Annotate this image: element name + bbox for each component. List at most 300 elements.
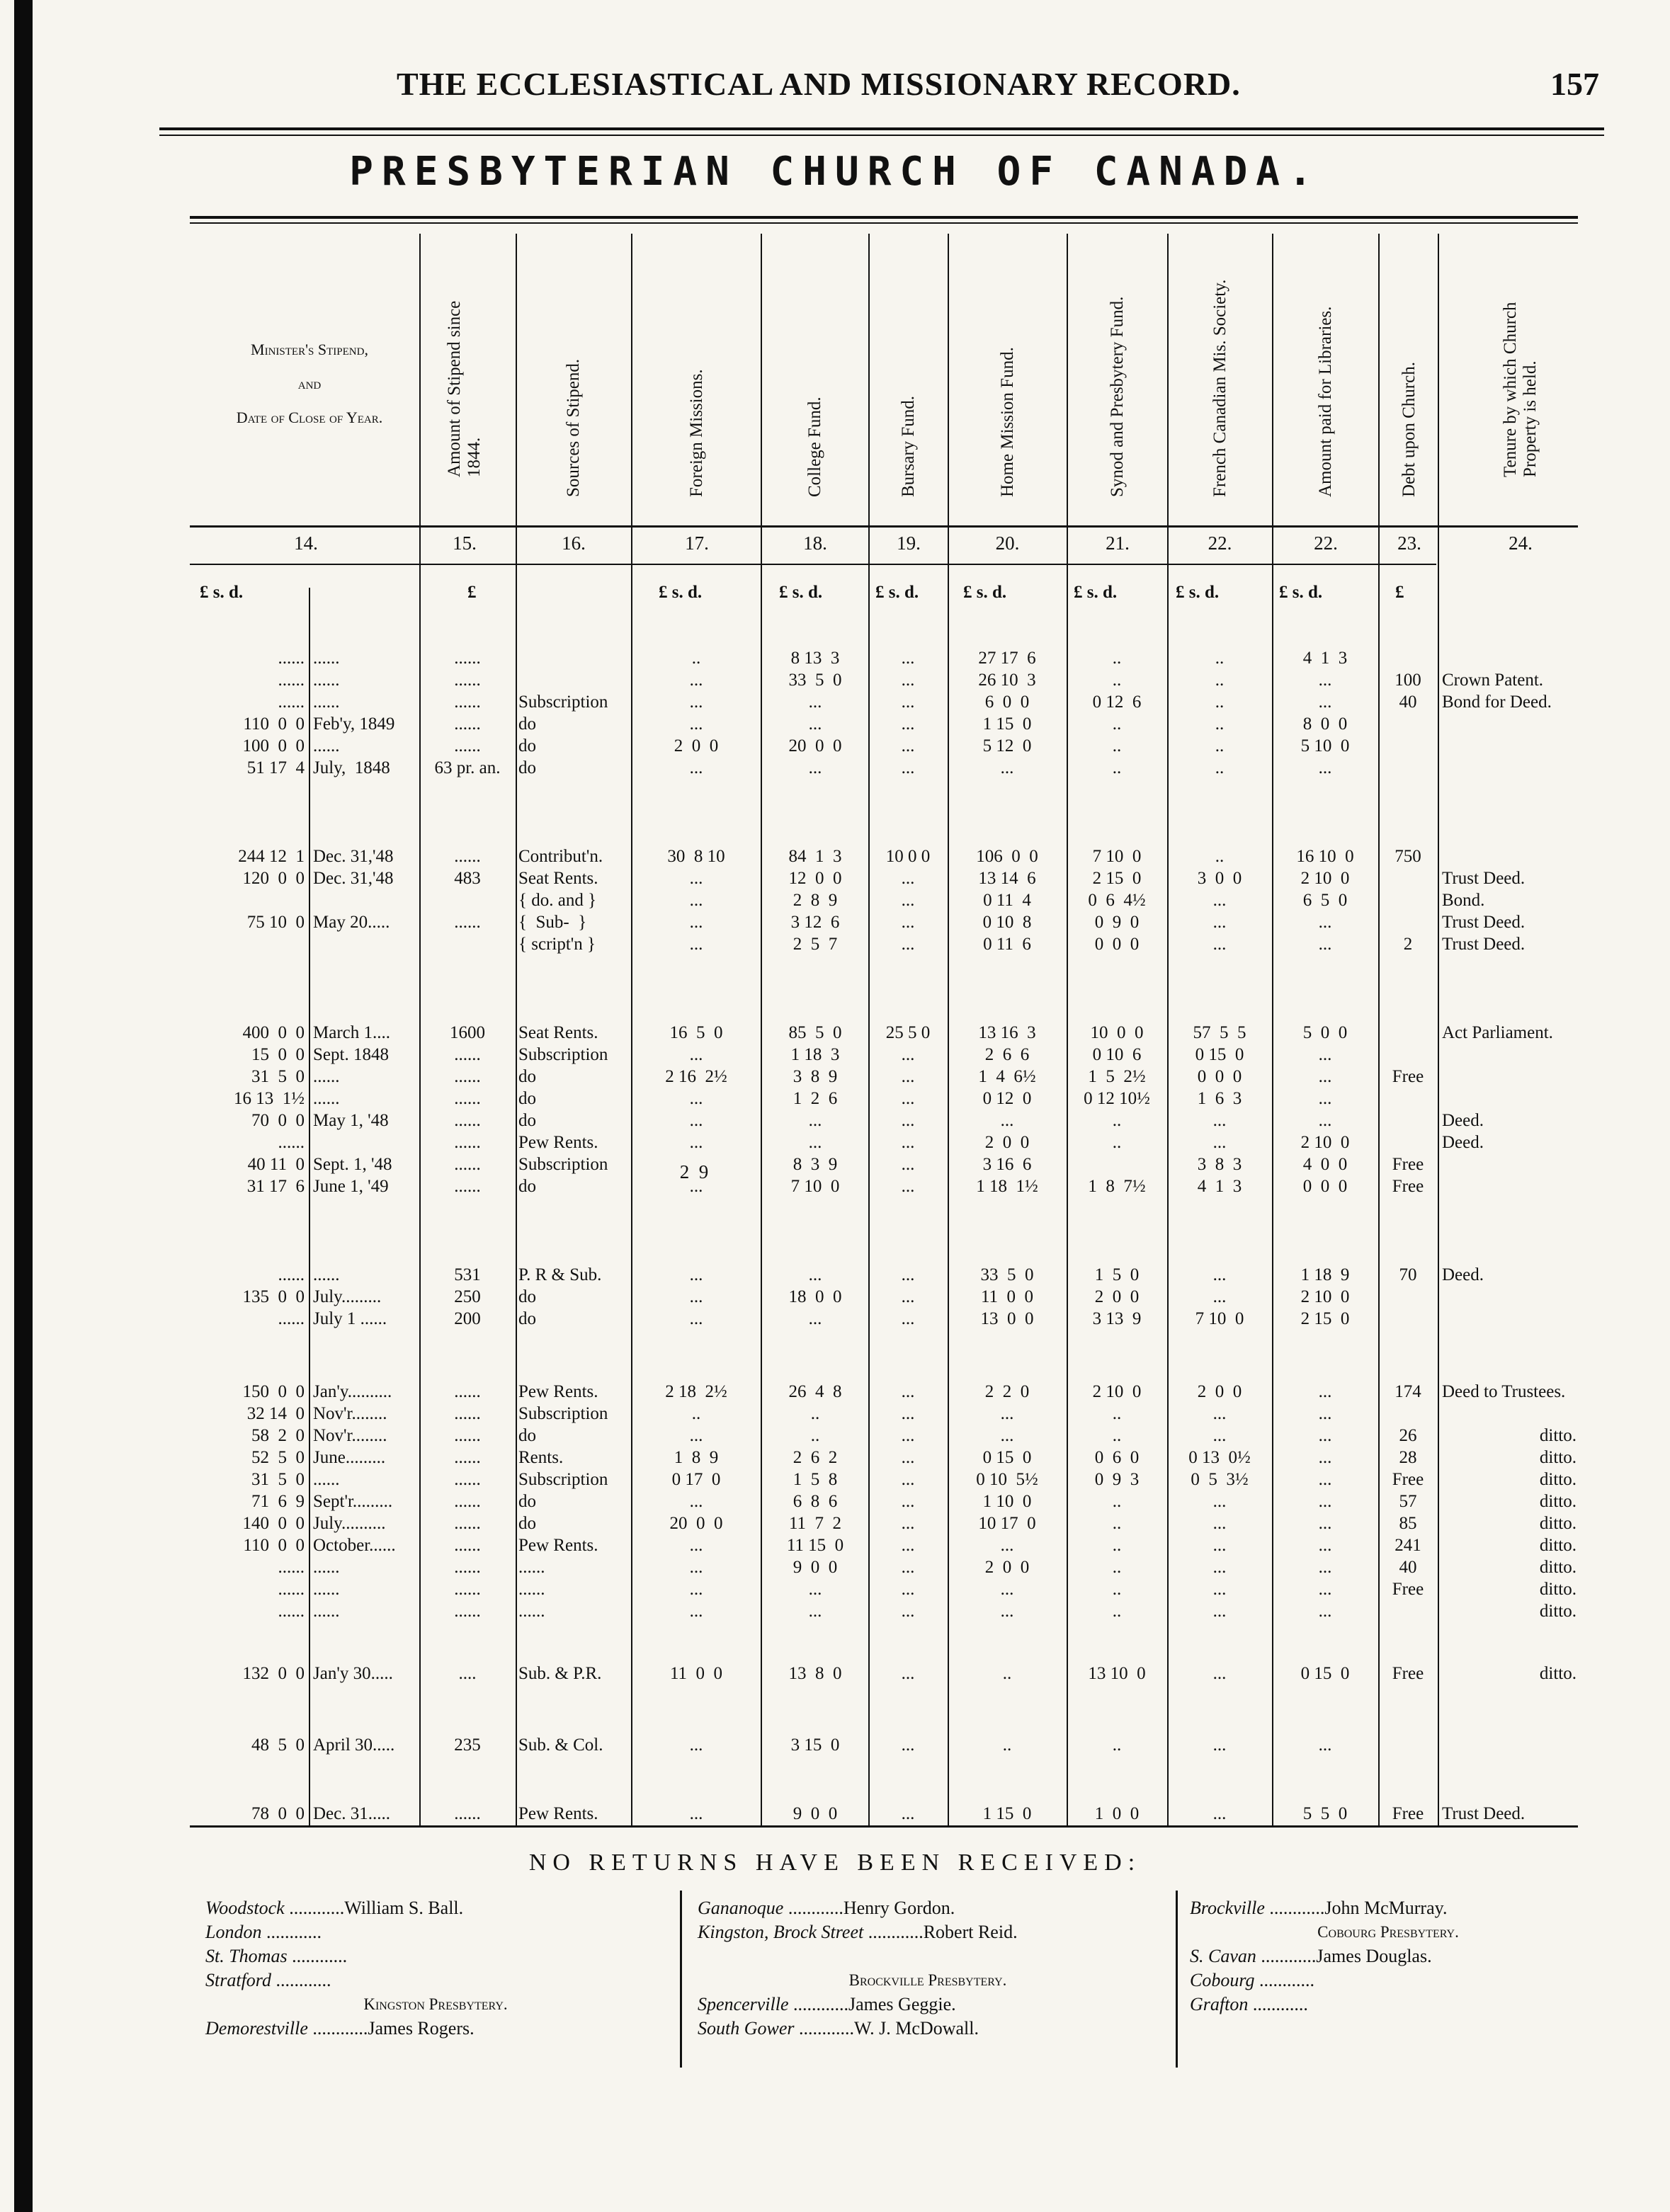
date-cell: April 30..... — [313, 1735, 395, 1755]
libraries-cell: ... — [1318, 692, 1332, 712]
home-mission-cell: 11 0 0 — [980, 1287, 1034, 1306]
date-cell: ...... — [313, 671, 340, 690]
date-cell: Jan'y 30..... — [313, 1664, 393, 1683]
libraries-cell: 4 1 3 — [1302, 649, 1348, 668]
table-row — [0, 1308, 1670, 1330]
tenure-cell: Deed. — [1442, 1111, 1484, 1130]
unit-c23: £ — [1395, 583, 1404, 602]
stipend-cell: 244 12 1 — [238, 847, 305, 866]
stipend-cell: 135 0 0 — [242, 1287, 305, 1306]
stipend-since-1844-cell: ...... — [454, 1492, 481, 1511]
french-canadian-cell: 3 8 3 — [1197, 1155, 1242, 1174]
bursary-fund-cell: ... — [901, 1580, 915, 1599]
bursary-fund-cell: ... — [901, 1804, 915, 1823]
french-canadian-cell: 0 13 0½ — [1188, 1448, 1251, 1467]
table-row — [0, 735, 1670, 757]
colnum-21: 21. — [1106, 532, 1130, 554]
stipend-since-1844-cell: ...... — [454, 1426, 481, 1445]
stipend-since-1844-cell: 250 — [454, 1287, 481, 1306]
stipend-cell: 132 0 0 — [242, 1664, 305, 1683]
stipend-cell: 150 0 0 — [242, 1382, 305, 1401]
stipend-cell: ...... — [278, 1309, 305, 1328]
home-mission-cell: 106 0 0 — [976, 847, 1038, 866]
date-cell: October...... — [313, 1536, 396, 1555]
tenure-cell: ditto. — [1539, 1448, 1577, 1467]
french-canadian-cell: 57 5 5 — [1193, 1023, 1246, 1042]
tenure-cell: ditto. — [1539, 1580, 1577, 1599]
home-mission-cell: 1 18 1½ — [976, 1177, 1038, 1196]
table-bottom-rule — [190, 1825, 1578, 1828]
table-row — [0, 911, 1670, 933]
french-canadian-cell: 0 15 0 — [1195, 1045, 1244, 1064]
stipend-cell: 48 5 0 — [251, 1735, 305, 1755]
french-canadian-cell: ... — [1212, 1558, 1227, 1577]
minister-name: James Geggie. — [848, 1994, 956, 2014]
bursary-fund-cell: ... — [901, 1382, 915, 1401]
table-row — [0, 1663, 1670, 1684]
libraries-cell: 2 10 0 — [1300, 1133, 1350, 1152]
colnum-18: 18. — [803, 532, 827, 554]
foreign-missions-cell: 30 8 10 — [667, 847, 725, 866]
libraries-cell: 2 10 0 — [1300, 1287, 1350, 1306]
source-cell: { Sub- } — [518, 913, 587, 932]
unit-c17: £ s. d. — [659, 583, 703, 602]
college-fund-cell: 20 0 0 — [788, 736, 842, 756]
no-return-entry — [205, 1968, 666, 1992]
stipend-cell: 31 17 6 — [246, 1177, 305, 1196]
unit-c18: £ s. d. — [779, 583, 823, 602]
debt-cell: Free — [1392, 1664, 1424, 1683]
no-return-entry — [1190, 1944, 1586, 1968]
libraries-cell: ... — [1318, 1470, 1332, 1489]
synod-presbytery-cell: 2 15 0 — [1092, 869, 1142, 888]
source-cell: do — [518, 1287, 536, 1306]
home-mission-cell: 33 5 0 — [980, 1265, 1034, 1284]
bursary-fund-cell: ... — [901, 1045, 915, 1064]
french-canadian-cell: ... — [1212, 913, 1227, 932]
debt-cell: Free — [1392, 1470, 1424, 1489]
synod-presbytery-cell: 0 6 4½ — [1088, 891, 1146, 910]
synod-presbytery-cell: 0 9 3 — [1094, 1470, 1140, 1489]
libraries-cell: ... — [1318, 1602, 1332, 1621]
table-row — [0, 1131, 1670, 1153]
table-row — [0, 1600, 1670, 1622]
home-mission-cell: 0 10 8 — [982, 913, 1032, 932]
libraries-cell: ... — [1318, 1492, 1332, 1511]
bursary-fund-cell: ... — [901, 714, 915, 734]
table-row — [0, 1153, 1670, 1175]
college-fund-cell: 6 8 6 — [793, 1492, 838, 1511]
debt-cell: 100 — [1394, 671, 1421, 690]
libraries-cell: ... — [1318, 1580, 1332, 1599]
french-canadian-cell: ... — [1212, 1514, 1227, 1533]
home-mission-cell: 6 0 0 — [984, 692, 1030, 712]
synod-presbytery-cell: .. — [1112, 671, 1122, 690]
bursary-fund-cell: ... — [901, 1177, 915, 1196]
stipend-cell: 31 5 0 — [251, 1470, 305, 1489]
header-synod-presbytery-fund — [1068, 244, 1167, 524]
bursary-fund-cell: ... — [901, 891, 915, 910]
synod-presbytery-cell: 1 5 0 — [1094, 1265, 1140, 1284]
bursary-fund-cell: ... — [901, 1448, 915, 1467]
libraries-cell: ... — [1318, 913, 1332, 932]
stipend-since-1844-cell: ...... — [454, 649, 481, 668]
libraries-cell: ... — [1318, 1514, 1332, 1533]
libraries-cell: ... — [1318, 1536, 1332, 1555]
unit-c22b: £ s. d. — [1279, 583, 1323, 602]
synod-presbytery-cell: 0 0 0 — [1094, 935, 1140, 954]
synod-presbytery-cell: 1 5 2½ — [1088, 1067, 1146, 1086]
date-cell: ...... — [313, 1089, 340, 1108]
college-fund-cell: 8 3 9 — [793, 1155, 838, 1174]
bursary-fund-cell: 25 5 0 — [885, 1023, 931, 1042]
debt-cell: 57 — [1399, 1492, 1417, 1511]
date-cell: Nov'r........ — [313, 1404, 387, 1423]
spacer — [698, 1944, 1158, 1968]
source-cell: do — [518, 1492, 536, 1511]
home-mission-cell: .. — [1002, 1664, 1012, 1683]
table-row — [0, 1490, 1670, 1512]
college-fund-cell: ... — [808, 1133, 822, 1152]
unit-stipend: £ s. d. — [200, 583, 244, 602]
foreign-missions-cell: ... — [689, 1177, 703, 1196]
libraries-cell: ... — [1318, 758, 1332, 777]
source-cell: { script'n } — [518, 935, 596, 954]
source-cell: ...... — [518, 1602, 545, 1621]
college-fund-cell: ... — [808, 692, 822, 712]
debt-cell: 85 — [1399, 1514, 1417, 1533]
synod-presbytery-cell: .. — [1112, 1514, 1122, 1533]
bursary-fund-cell: ... — [901, 1287, 915, 1306]
college-fund-cell: 3 8 9 — [793, 1067, 838, 1086]
home-mission-cell: 0 15 0 — [982, 1448, 1032, 1467]
source-cell: do — [518, 1089, 536, 1108]
source-cell: Sub. & Col. — [518, 1735, 603, 1755]
home-mission-cell: ... — [1000, 1404, 1014, 1423]
header-tenure — [1439, 244, 1602, 524]
libraries-cell: 6 5 0 — [1302, 891, 1348, 910]
bursary-fund-cell: ... — [901, 736, 915, 756]
header-c20-text: Home Mission Fund. — [997, 347, 1017, 497]
french-canadian-cell: .. — [1215, 847, 1225, 866]
french-canadian-cell: .. — [1215, 736, 1225, 756]
table-row — [0, 867, 1670, 889]
french-canadian-cell: 3 0 0 — [1197, 869, 1242, 888]
college-fund-cell: 1 2 6 — [793, 1089, 838, 1108]
synod-presbytery-cell: 13 10 0 — [1088, 1664, 1146, 1683]
tenure-cell: ditto. — [1539, 1664, 1577, 1683]
french-canadian-cell: .. — [1215, 692, 1225, 712]
header-c18-text: College Fund. — [805, 397, 824, 497]
source-cell: Subscription — [518, 1045, 608, 1064]
leader-dots: ............ — [794, 2018, 854, 2039]
table-row — [0, 1264, 1670, 1286]
stipend-cell: 15 0 0 — [251, 1045, 305, 1064]
libraries-cell: 8 0 0 — [1302, 714, 1348, 734]
foreign-missions-cell: 0 17 0 — [671, 1470, 721, 1489]
home-mission-cell: 2 0 0 — [984, 1133, 1030, 1152]
colnum-22a: 22. — [1208, 532, 1232, 554]
libraries-cell: ... — [1318, 1382, 1332, 1401]
college-fund-cell: .. — [810, 1426, 820, 1445]
debt-cell: 40 — [1399, 1558, 1417, 1577]
source-cell: Seat Rents. — [518, 869, 598, 888]
table-title: PRESBYTERIAN CHURCH OF CANADA. — [349, 149, 1321, 195]
bursary-fund-cell: ... — [901, 692, 915, 712]
college-fund-cell: 1 18 3 — [790, 1045, 840, 1064]
source-cell: do — [518, 1067, 536, 1086]
foreign-missions-cell: ... — [689, 1602, 703, 1621]
bursary-fund-cell: ... — [901, 1514, 915, 1533]
stipend-since-1844-cell: ...... — [454, 1089, 481, 1108]
home-mission-cell: 1 15 0 — [982, 1804, 1032, 1823]
synod-presbytery-cell: 0 9 0 — [1094, 913, 1140, 932]
foreign-missions-cell: 2 16 2½ — [665, 1067, 727, 1086]
table-row — [0, 1403, 1670, 1425]
place-name: Brockville — [1190, 1898, 1265, 1918]
tenure-cell: ditto. — [1539, 1470, 1577, 1489]
libraries-cell: ... — [1318, 1558, 1332, 1577]
foreign-missions-cell: 2 0 0 — [674, 736, 719, 756]
source-cell: Rents. — [518, 1448, 564, 1467]
source-cell: Seat Rents. — [518, 1023, 598, 1042]
home-mission-cell: 1 4 6½ — [978, 1067, 1036, 1086]
synod-presbytery-cell: 1 8 7½ — [1088, 1177, 1146, 1196]
french-canadian-cell: 7 10 0 — [1195, 1309, 1244, 1328]
stipend-cell: 78 0 0 — [251, 1804, 305, 1823]
header-c16-text: Sources of Stipend. — [564, 358, 583, 497]
bursary-fund-cell: ... — [901, 1155, 915, 1174]
bursary-fund-cell: 10 0 0 — [885, 847, 931, 866]
synod-presbytery-cell: 2 10 0 — [1092, 1382, 1142, 1401]
table-row — [0, 1534, 1670, 1556]
tenure-cell: ditto. — [1539, 1602, 1577, 1621]
source-cell: do — [518, 1514, 536, 1533]
french-canadian-cell: 4 1 3 — [1197, 1177, 1242, 1196]
header-c19-text: Bursary Fund. — [899, 395, 918, 497]
header-libraries — [1273, 244, 1378, 524]
colnum-14: 14. — [294, 532, 318, 554]
place-name: St. Thomas — [205, 1946, 288, 1966]
header-c22a-text: French Canadian Mis. Society. — [1210, 279, 1229, 497]
synod-presbytery-cell: .. — [1112, 1111, 1122, 1130]
foreign-missions-cell: ... — [689, 1536, 703, 1555]
college-fund-cell: 11 15 0 — [786, 1536, 844, 1555]
unit-c15: £ — [467, 583, 477, 602]
leader-dots: ............ — [287, 1946, 348, 1966]
debt-cell: Free — [1392, 1067, 1424, 1086]
synod-presbytery-cell: .. — [1112, 1492, 1122, 1511]
stipend-cell: 70 0 0 — [251, 1111, 305, 1130]
debt-cell: 2 — [1403, 935, 1413, 954]
foreign-missions-cell: ... — [689, 671, 703, 690]
source-cell: do — [518, 714, 536, 734]
stipend-since-1844-cell: ...... — [454, 1602, 481, 1621]
bursary-fund-cell: ... — [901, 913, 915, 932]
foreign-missions-cell: ... — [689, 1804, 703, 1823]
stipend-cell: 58 2 0 — [251, 1426, 305, 1445]
libraries-cell: ... — [1318, 1404, 1332, 1423]
bursary-fund-cell: ... — [901, 1492, 915, 1511]
foreign-missions-cell: ... — [689, 714, 703, 734]
unit-c21: £ s. d. — [1074, 583, 1118, 602]
stipend-since-1844-cell: ...... — [454, 1177, 481, 1196]
french-canadian-cell: ... — [1212, 1580, 1227, 1599]
home-mission-cell: ... — [1000, 1602, 1014, 1621]
header-home-mission-fund — [949, 244, 1066, 524]
stipend-since-1844-cell: ...... — [454, 671, 481, 690]
tenure-cell: Deed to Trustees. — [1442, 1382, 1566, 1401]
libraries-cell: ... — [1318, 1067, 1332, 1086]
header-amount-of-stipend — [419, 244, 510, 524]
colnum-20: 20. — [995, 532, 1020, 554]
tenure-cell: Trust Deed. — [1442, 935, 1526, 954]
table-row — [0, 1110, 1670, 1131]
foreign-missions-cell: 2 18 2½ — [665, 1382, 727, 1401]
college-fund-cell: 3 15 0 — [790, 1735, 840, 1755]
stipend-cell: 120 0 0 — [242, 869, 305, 888]
bursary-fund-cell: ... — [901, 935, 915, 954]
debt-cell: 70 — [1399, 1265, 1417, 1284]
place-name: Grafton — [1190, 1994, 1249, 2014]
stipend-since-1844-cell: ...... — [454, 1045, 481, 1064]
date-cell: June......... — [313, 1448, 386, 1467]
stipend-since-1844-cell: 200 — [454, 1309, 481, 1328]
date-cell: ...... — [313, 1602, 340, 1621]
stipend-since-1844-cell: ...... — [454, 692, 481, 712]
synod-presbytery-cell: 0 10 6 — [1092, 1045, 1142, 1064]
french-canadian-cell: .. — [1215, 714, 1225, 734]
libraries-cell: ... — [1318, 1089, 1332, 1108]
college-fund-cell: ... — [808, 1602, 822, 1621]
debt-cell: 28 — [1399, 1448, 1417, 1467]
libraries-cell: 16 10 0 — [1296, 847, 1354, 866]
college-fund-cell: 26 4 8 — [788, 1382, 842, 1401]
libraries-cell: 5 5 0 — [1302, 1804, 1348, 1823]
tenure-cell: Deed. — [1442, 1265, 1484, 1284]
french-canadian-cell: ... — [1212, 935, 1227, 954]
date-cell: ...... — [313, 736, 340, 756]
college-fund-cell: 13 8 0 — [788, 1664, 842, 1683]
stipend-cell: ...... — [278, 1133, 305, 1152]
source-cell: Pew Rents. — [518, 1133, 598, 1152]
foreign-missions-cell: ... — [689, 869, 703, 888]
home-mission-cell: ... — [1000, 758, 1014, 777]
header-rule — [159, 127, 1604, 130]
college-fund-cell: ... — [808, 1309, 822, 1328]
foreign-missions-cell: ... — [689, 1287, 703, 1306]
stipend-since-1844-cell: .... — [458, 1664, 477, 1683]
college-fund-cell: 8 13 3 — [790, 649, 840, 668]
stipend-since-1844-cell: ...... — [454, 1155, 481, 1174]
synod-presbytery-cell: 0 6 0 — [1094, 1448, 1140, 1467]
stipend-cell: 40 11 0 — [247, 1155, 305, 1174]
no-returns-col-3 — [1190, 1896, 1586, 2017]
tenure-cell: ditto. — [1539, 1492, 1577, 1511]
no-returns-col-1 — [205, 1896, 666, 2041]
table-row — [0, 1512, 1670, 1534]
foreign-missions-cell: 16 5 0 — [669, 1023, 723, 1042]
french-canadian-cell: ... — [1212, 1492, 1227, 1511]
french-canadian-cell: ... — [1212, 891, 1227, 910]
header-foreign-missions — [632, 244, 761, 524]
college-fund-cell: 3 12 6 — [790, 913, 840, 932]
college-fund-cell: 9 0 0 — [793, 1558, 838, 1577]
place-name: South Gower — [698, 2018, 795, 2039]
bursary-fund-cell: ... — [901, 1470, 915, 1489]
table-row — [0, 845, 1670, 867]
date-cell: Feb'y, 1849 — [313, 714, 395, 734]
stipend-cell: 75 10 0 — [246, 913, 305, 932]
synod-presbytery-cell: .. — [1112, 1426, 1122, 1445]
foreign-missions-cell: ... — [689, 1133, 703, 1152]
home-mission-cell: ... — [1000, 1536, 1014, 1555]
place-name: London — [205, 1922, 262, 1942]
unit-c22a: £ s. d. — [1176, 583, 1220, 602]
minister-name: Robert Reid. — [923, 1922, 1018, 1942]
home-mission-cell: 13 0 0 — [980, 1309, 1034, 1328]
table-row — [0, 713, 1670, 735]
tenure-cell: Trust Deed. — [1442, 869, 1526, 888]
synod-presbytery-cell: .. — [1112, 1558, 1122, 1577]
libraries-cell: 5 10 0 — [1300, 736, 1350, 756]
home-mission-cell: 2 0 0 — [984, 1558, 1030, 1577]
header-debt-upon-church — [1381, 244, 1438, 524]
home-mission-cell: 0 11 6 — [983, 935, 1031, 954]
no-return-entry — [205, 1944, 666, 1968]
home-mission-cell: 1 10 0 — [982, 1492, 1032, 1511]
home-mission-cell: .. — [1002, 1735, 1012, 1755]
source-cell: do — [518, 1177, 536, 1196]
colnum-17: 17. — [685, 532, 709, 554]
no-return-entry — [1190, 1968, 1586, 1992]
college-fund-cell: 33 5 0 — [788, 671, 842, 690]
bursary-fund-cell: ... — [901, 1426, 915, 1445]
home-mission-cell: 0 12 0 — [982, 1089, 1032, 1108]
synod-presbytery-cell: .. — [1112, 1735, 1122, 1755]
synod-presbytery-cell: .. — [1112, 1602, 1122, 1621]
source-cell: do — [518, 758, 536, 777]
bursary-fund-cell: ... — [901, 1133, 915, 1152]
stipend-cell: ...... — [278, 671, 305, 690]
leader-dots: ............ — [1256, 1946, 1317, 1966]
header-stipend-line2: and — [297, 375, 322, 392]
college-fund-cell: 18 0 0 — [788, 1287, 842, 1306]
date-cell: ...... — [313, 1470, 340, 1489]
foreign-missions-cell: ... — [689, 891, 703, 910]
college-fund-cell: 7 10 0 — [790, 1177, 840, 1196]
tenure-cell: Deed. — [1442, 1133, 1484, 1152]
foreign-missions-cell: 20 0 0 — [669, 1514, 723, 1533]
stipend-cell: 110 0 0 — [243, 1536, 305, 1555]
french-canadian-cell: ... — [1212, 1111, 1227, 1130]
french-canadian-cell: 0 5 3½ — [1191, 1470, 1249, 1489]
header-ministers-stipend — [193, 333, 426, 435]
place-name: Gananoque — [698, 1898, 784, 1918]
foreign-missions-cell: ... — [689, 1580, 703, 1599]
source-cell: Subscription — [518, 692, 608, 712]
french-canadian-cell: 0 0 0 — [1197, 1067, 1242, 1086]
bursary-fund-cell: ... — [901, 1309, 915, 1328]
table-row — [0, 1425, 1670, 1447]
source-cell: Pew Rents. — [518, 1536, 598, 1555]
no-return-entry — [205, 1896, 666, 1920]
french-canadian-cell: .. — [1215, 758, 1225, 777]
stipend-cell: 16 13 1½ — [234, 1089, 305, 1108]
unit-c19: £ s. d. — [875, 583, 919, 602]
date-cell: Dec. 31..... — [313, 1804, 390, 1823]
place-name: S. Cavan — [1190, 1946, 1256, 1966]
